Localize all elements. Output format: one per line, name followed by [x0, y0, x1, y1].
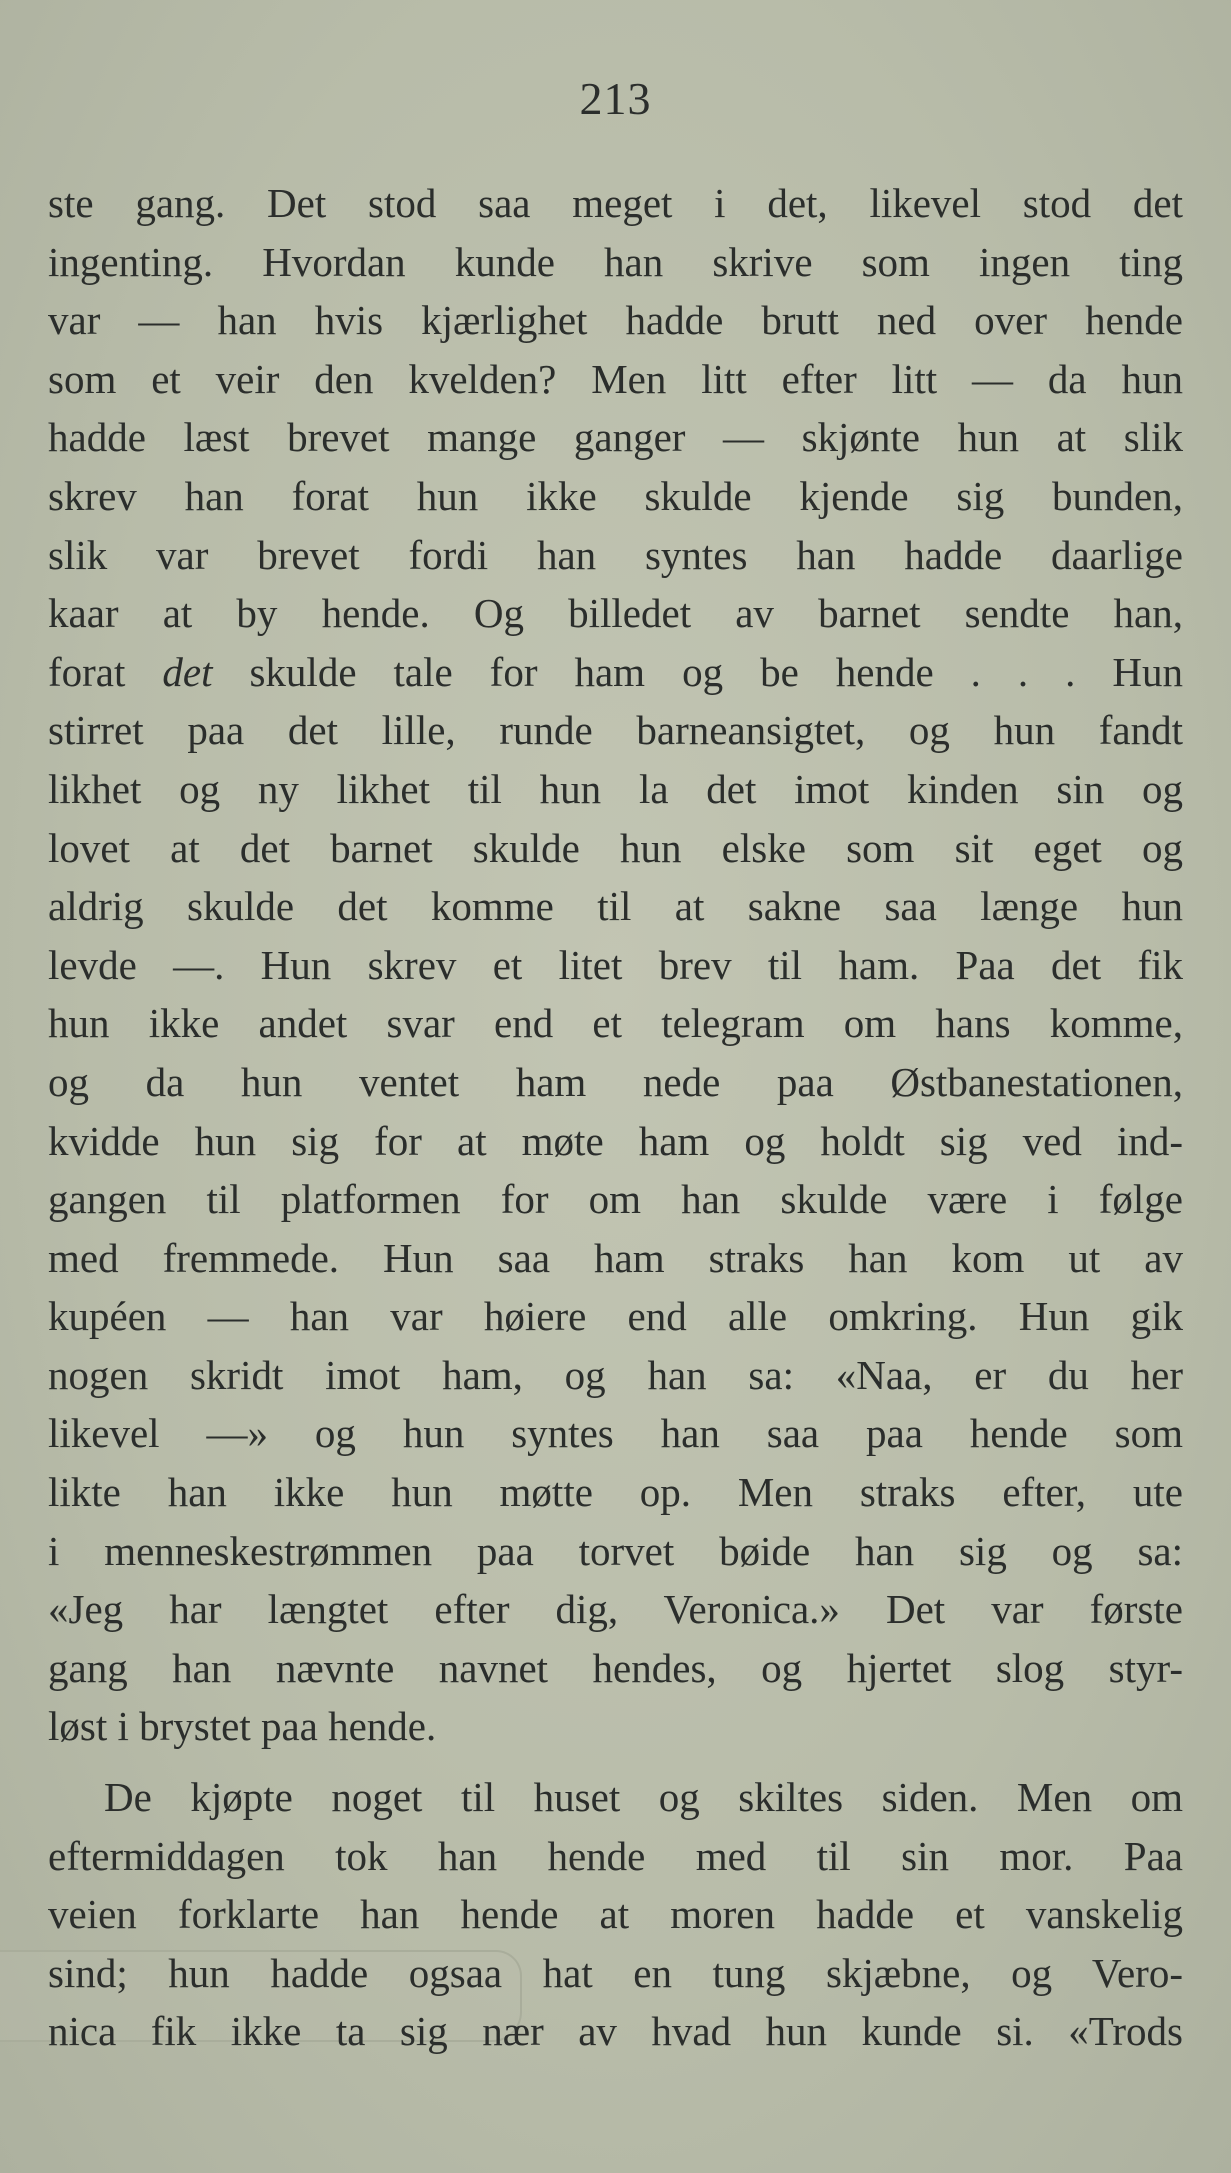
text-line: stirret paa det lille, runde barneansigtet, og hun fandt [48, 707, 1183, 754]
text-line: «Jeg har længtet efter dig, Veronica.» Det var første [48, 1586, 1183, 1633]
text-line: i menneskestrømmen paa torvet bøide han sig og sa: [48, 1527, 1183, 1574]
body-text [48, 174, 1183, 2061]
text-line: ingenting. Hvordan kunde han skrive som ingen ting [48, 238, 1183, 285]
italic-word: det [162, 648, 213, 695]
text-line: kaar at by hende. Og billedet av barnet sendte han, [48, 590, 1183, 637]
text-line: levde —. Hun skrev et litet brev til ham. Paa det fik [48, 941, 1183, 988]
text-line: slik var brevet fordi han syntes han hadde daarlige [48, 531, 1183, 578]
text-line: løst i brystet paa hende. [48, 1703, 437, 1750]
text-line: De kjøpte noget til huset og skiltes siden. Men om [104, 1774, 1183, 1821]
text-line: var — han hvis kjærlighet hadde brutt ned over hende [48, 297, 1183, 344]
text-line: kvidde hun sig for at møte ham og holdt sig ved ind- [48, 1117, 1183, 1164]
paragraph-gap [48, 1756, 1183, 1768]
text-line: hun ikke andet svar end et telegram om hans komme, [48, 1000, 1183, 1047]
text-line: skrev han forat hun ikke skulde kjende sig bunden, [48, 472, 1183, 519]
text-line: eftermiddagen tok han hende med til sin mor. Paa [48, 1832, 1183, 1879]
text-line: ste gang. Det stod saa meget i det, likevel stod det [48, 180, 1183, 226]
text-line: sind; hun hadde ogsaa hat en tung skjæbne, og Vero- [48, 1949, 1183, 1996]
page-number: 213 [579, 73, 652, 124]
text-line: aldrig skulde det komme til at sakne saa længe hun [48, 883, 1183, 930]
text-line: nica fik ikke ta sig nær av hvad hun kunde si. «Trods [48, 2008, 1183, 2055]
text-line: likhet og ny likhet til hun la det imot kinden sin og [48, 765, 1183, 812]
text-line: som et veir den kvelden? Men litt efter litt — da hun [48, 355, 1183, 402]
text-line: gangen til platformen for om han skulde være i følge [48, 1176, 1183, 1223]
text-line: veien forklarte han hende at moren hadde et vanskelig [48, 1891, 1183, 1938]
text-line: nogen skridt imot ham, og han sa: «Naa, er du her [48, 1351, 1183, 1398]
text-line: hadde læst brevet mange ganger — skjønte hun at slik [48, 414, 1183, 461]
text-line: og da hun ventet ham nede paa Østbanestationen, [48, 1058, 1183, 1105]
text-line: gang han nævnte navnet hendes, og hjertet slog styr- [48, 1644, 1183, 1691]
text-line: lovet at det barnet skulde hun elske som sit eget og [48, 824, 1183, 871]
text-segment: skulde tale for ham og be hende . . . Hun [212, 648, 1183, 695]
text-line: likevel —» og hun syntes han saa paa hende som [48, 1410, 1183, 1457]
text-line: med fremmede. Hun saa ham straks han kom ut av [48, 1234, 1183, 1281]
text-line: kupéen — han var høiere end alle omkring. Hun gik [48, 1293, 1183, 1340]
text-segment: forat [48, 648, 163, 695]
text-line [48, 643, 1183, 702]
text-line: likte han ikke hun møtte op. Men straks efter, ute [48, 1469, 1183, 1516]
